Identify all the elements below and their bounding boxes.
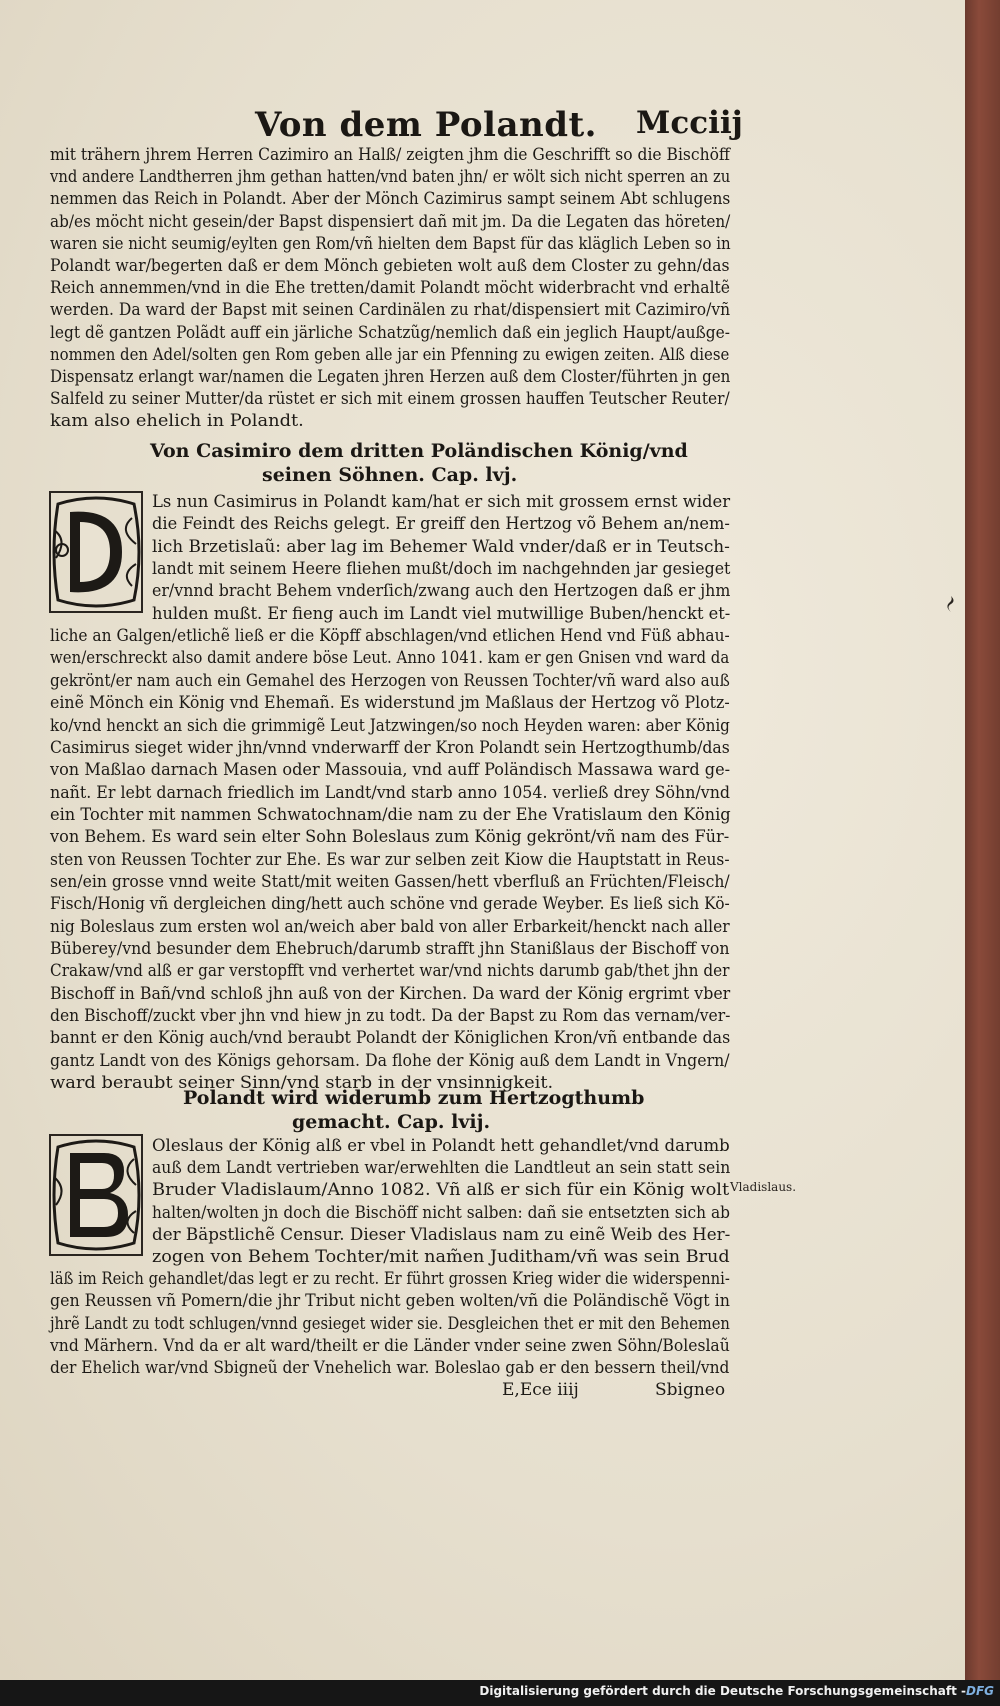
book-cover-edge [965, 0, 1000, 1680]
page-fleck-ornament [945, 595, 957, 613]
block2-line: bannt er den König auch/vnd beraubt Polandt der Königlichen Kron/vñ entbande das [50, 1028, 731, 1048]
block2-line: gekrönt/er nam auch ein Gemahel des Herzogen von Reussen Tochter/vñ ward also auß [50, 670, 730, 690]
block2-line: sten von Reussen Tochter zur Ehe. Es war zur selben zeit Kiow die Hauptstatt in Reus- [50, 849, 730, 869]
footer-logo: DFG [965, 1684, 994, 1698]
block2-line: hulden mußt. Er fieng auch im Landt viel mutwillige Buben/henckt et- [152, 603, 731, 623]
block2-line: von Behem. Es ward sein elter Sohn Boleslaus zum König gekrönt/vñ nam des Für- [50, 827, 730, 847]
block3-line: läß im Reich gehandlet/das legt er zu recht. Er führt grossen Krieg wider die widerspenni- [50, 1269, 730, 1289]
block1-line: vnd andere Landtherren jhm gethan hatten/vnd baten jhn/ er wölt sich nicht sperren an zu [50, 167, 731, 187]
signature-mark: E,Ece iiij [502, 1380, 579, 1400]
block2-line: Bischoff in Bañ/vnd schloß jhn auß von der Kirchen. Da ward der König ergrimt vber [50, 983, 731, 1003]
block1-line: legt dẽ gantzen Polãdt auff ein järliche Schatzũg/nemlich daß ein jeglich Haupt/außge- [50, 322, 730, 342]
block1-line: nemmen das Reich in Polandt. Aber der Mönch Cazimirus sampt seinem Abt schlugens [50, 189, 731, 209]
block2-line: er/vnnd bracht Behem vnderſich/zwang auch den Hertzogen daß er jhm [152, 581, 731, 601]
block2-line: nig Boleslaus zum ersten wol an/weich aber bald von aller Erbarkeit/henckt nach aller [50, 916, 730, 936]
block2-line: von Maßlao darnach Masen oder Massouia, vnd auff Poländisch Massawa ward ge- [50, 760, 731, 780]
margin-note: Vladislaus. [730, 1180, 797, 1194]
block2-line: ein Tochter mit nammen Schwatochnam/die nam zu der Ehe Vratislaum den König [50, 804, 731, 824]
block1-line: kam also ehelich in Polandt. [50, 411, 304, 431]
block3-line: der Ehelich war/vnd Sbigneũ der Vnehelich war. Boleslao gab er den bessern theil/vnd [50, 1358, 730, 1377]
block2-line: Büberey/vnd besunder dem Ehebruch/darumb strafft jhn Stanißlaus der Bischoff von [50, 939, 730, 958]
block1-line: waren sie nicht seumig/eylten gen Rom/vñ hielten dem Bapst für das kläglich Leben so in [50, 233, 731, 253]
running-head: Von dem Polandt. [255, 105, 598, 145]
block2-line: sen/ein grosse vnnd weite Statt/mit weiten Gassen/hett vberfluß an Früchten/Fleisch/ [50, 871, 730, 891]
block2-line: Fisch/Honig vñ dergleichen ding/hett auch schöne vnd gerade Weyber. Es ließ sich Kö- [50, 894, 730, 914]
catchword: Sbigneo [655, 1380, 726, 1400]
block2-line: die Feindt des Reichs gelegt. Er greiff den Hertzog võ Behem an/nem- [152, 514, 730, 534]
chapter-heading-2-line-1: Polandt wird widerumb zum Hertzogthumb [183, 1087, 645, 1109]
block1-line: Reich annemmen/vnd in die Ehe tretten/damit Polandt möcht widerbracht vnd erhaltẽ [50, 278, 730, 298]
block2-line: einẽ Mönch ein König vnd Ehemañ. Es widerstund jm Maßlaus der Hertzog võ Plotz- [50, 693, 730, 713]
block1-line: mit trähern jhrem Herren Cazimiro an Halß/ zeigten jhm die Geschrifft so die Bischöff [50, 145, 730, 164]
block2-line: landt mit seinem Heere fliehen mußt/doch im nachgehnden jar gesieget [152, 559, 731, 579]
block3-line: jhrẽ Landt zu todt schlugen/vnnd gesieget wider sie. Desgleichen thet er mit den Behemen [50, 1313, 730, 1333]
block3-line: zogen von Behem Tochter/mit nam̃en Juditham/vñ was sein Brud [152, 1247, 730, 1266]
block3-line: gen Reussen vñ Pomern/die jhr Tribut nicht geben wolten/vñ die Poländischẽ Vögt in [50, 1291, 730, 1311]
block2-line: gantz Landt von des Königs gehorsam. Da flohe der König auß dem Landt in Vngern/ [50, 1050, 730, 1070]
chapter-heading-2-line-2: gemacht. Cap. lvij. [292, 1111, 491, 1133]
block3-line: der Bäpstlichẽ Censur. Dieser Vladislaus nam zu einẽ Weib des Her- [152, 1224, 731, 1244]
folio-number: Mcciij [636, 105, 743, 141]
block1-line: Polandt war/begerten daß er dem Mönch gebieten wolt auß dem Closter zu gehn/das [50, 256, 730, 275]
block1-line: ab/es möcht nicht gesein/der Bapst dispensiert dañ mit jm. Da die Legaten das höreten/ [50, 211, 731, 231]
block2-line: wen/erschreckt also damit andere böse Leut. Anno 1041. kam er gen Gnisen vnd ward da [50, 648, 730, 668]
chapter-heading-1-line-2: seinen Söhnen. Cap. lvj. [262, 464, 518, 486]
block2-line: liche an Galgen/etlichẽ ließ er die Köpff abschlagen/vnd etlichen Hend vnd Füß abhau- [50, 626, 730, 646]
block2-line: den Bischoff/zuckt vber jhn vnd hiew jn zu todt. Da der Bapst zu Rom das vernam/ver- [50, 1006, 731, 1026]
decorated-initial-d-ornament [48, 490, 144, 614]
block3-line: halten/wolten jn doch die Bischöff nicht salben: dañ sie entsetzten sich ab [152, 1202, 730, 1222]
block1-line: Salfeld zu seiner Mutter/da rüstet er sich mit einem grossen hauffen Teutscher Reuter/ [50, 389, 730, 409]
block2-line: nañt. Er lebt darnach friedlich im Landt/vnd starb anno 1054. verließ drey Söhn/vnd [50, 782, 731, 802]
chapter-heading-1-line-1: Von Casimiro dem dritten Poländischen König/vnd [150, 440, 688, 462]
block1-line: nommen den Adel/solten gen Rom geben alle jar ein Pfenning zu ewigen zeiten. Alß diese [50, 344, 730, 364]
block1-line: Dispensatz erlangt war/namen die Legaten jhren Herzen auß dem Closter/führten jn gen [50, 367, 731, 386]
block2-line: Casimirus sieget wider jhn/vnnd vnderwarff der Kron Polandt sein Hertzogthumb/das [50, 737, 730, 757]
block3-line: Oleslaus der König alß er vbel in Polandt hett gehandlet/vnd darumb [152, 1136, 730, 1155]
block1-line: werden. Da ward der Bapst mit seinen Cardinälen zu rhat/dispensiert mit Cazimiro/vñ [50, 300, 731, 320]
block2-line: ward beraubt seiner Sinn/vnd starb in der vnsinnigkeit. [50, 1073, 554, 1093]
decorated-initial-b-ornament [48, 1133, 144, 1257]
block3-line: auß dem Landt vertrieben war/erwehlten die Landtleut an sein statt sein [152, 1158, 731, 1178]
block2-line: ko/vnd henckt an sich die grimmigẽ Leut Jatzwingen/so noch Heyden waren: aber König [50, 715, 730, 735]
footer-credit: Digitalisierung gefördert durch die Deutsche Forschungsgemeinschaft - [479, 1684, 966, 1698]
block2-line: lich Brzetislaũ: aber lag im Behemer Wald vnder/daß er in Teutsch- [152, 536, 730, 556]
block2-line: Crakaw/vnd alß er gar verstopfft vnd verhertet war/vnd nichts darumb gab/thet jhn der [50, 961, 730, 981]
block3-line: vnd Märhern. Vnd da er alt ward/theilt er die Länder vnder seine zwen Söhn/Boleslaũ [50, 1335, 730, 1355]
block3-line: Bruder Vladislaum/Anno 1082. Vñ alß er sich für ein König wolt [152, 1180, 730, 1200]
block2-line: Ls nun Casimirus in Polandt kam/hat er sich mit grossem ernst wider [152, 492, 731, 511]
